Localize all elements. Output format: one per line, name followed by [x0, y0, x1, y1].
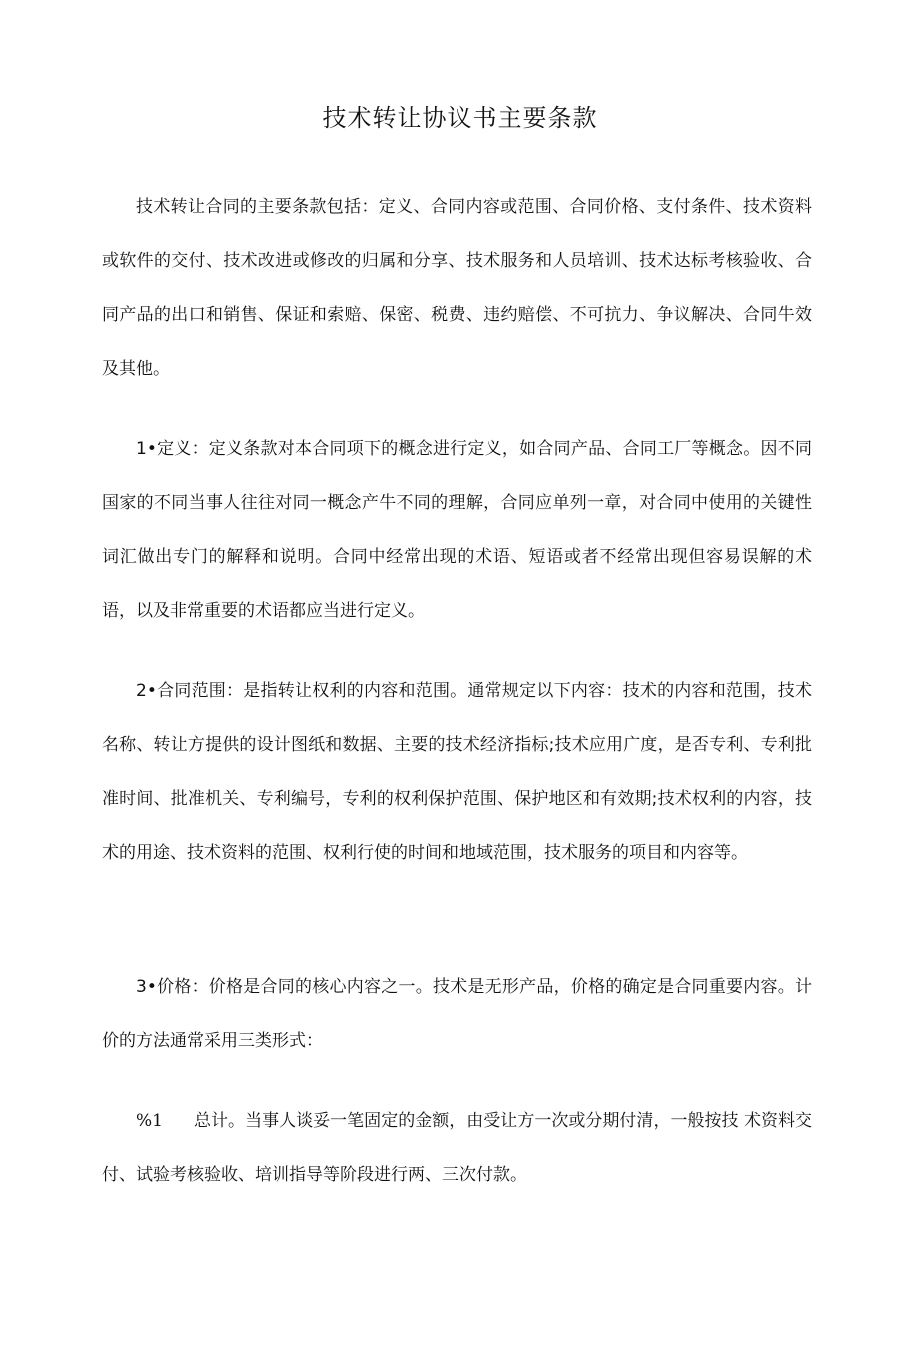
- intro-paragraph: 技术转让合同的主要条款包括：定义、合同内容或范围、合同价格、支付条件、技术资料或软件的交付、技术改进或修改的归属和分享、技术服务和人员培训、技术达标考核验收、合同产品的出口和销售、保证和索赔、保密、税费、违约赔偿、不可抗力、争议解决、合同牛效及其他。: [102, 197, 812, 379]
- list-marker: %1: [136, 1111, 163, 1131]
- definition-paragraph: 1•定义：定义条款对本合同项下的概念进行定义，如合同产品、合同工厂等概念。因不同国家的不同当事人往往对同一概念产牛不同的理解，合同应单列一章，对合同中使用的关键性词汇做出专门的解释和说明。合同中经常出现的术语、短语或者不经常出现但容易误解的术语，以及非常重要的术语都应当进行定义。: [102, 439, 812, 621]
- price-paragraph: 3•价格：价格是合同的核心内容之一。技术是无形产品，价格的确定是合同重要内容。计价的方法通常采用三类形式：: [102, 977, 812, 1051]
- lump-sum-text: 总计。当事人谈妥一笔固定的金额，由受让方一次或分期付清，一般按技 术资料交付、试验考核验收、培训指导等阶段进行两、三次付款。: [102, 1111, 812, 1185]
- scope-paragraph: 2•合同范围：是指转让权利的内容和范围。通常规定以下内容：技术的内容和范围，技术名称、转让方提供的设计图纸和数据、主要的技术经济指标;技术应用广度，是否专利、专利批准时间、批准机关、专利编号，专利的权利保护范围、保护地区和有效期;技术权利的内容，技术的用途、技术资料的范围、权利行使的时间和地域范围，技术服务的项目和内容等。: [102, 681, 812, 863]
- document-title: 技术转让协议书主要条款: [322, 104, 598, 132]
- lump-sum-paragraph: [102, 1094, 812, 1202]
